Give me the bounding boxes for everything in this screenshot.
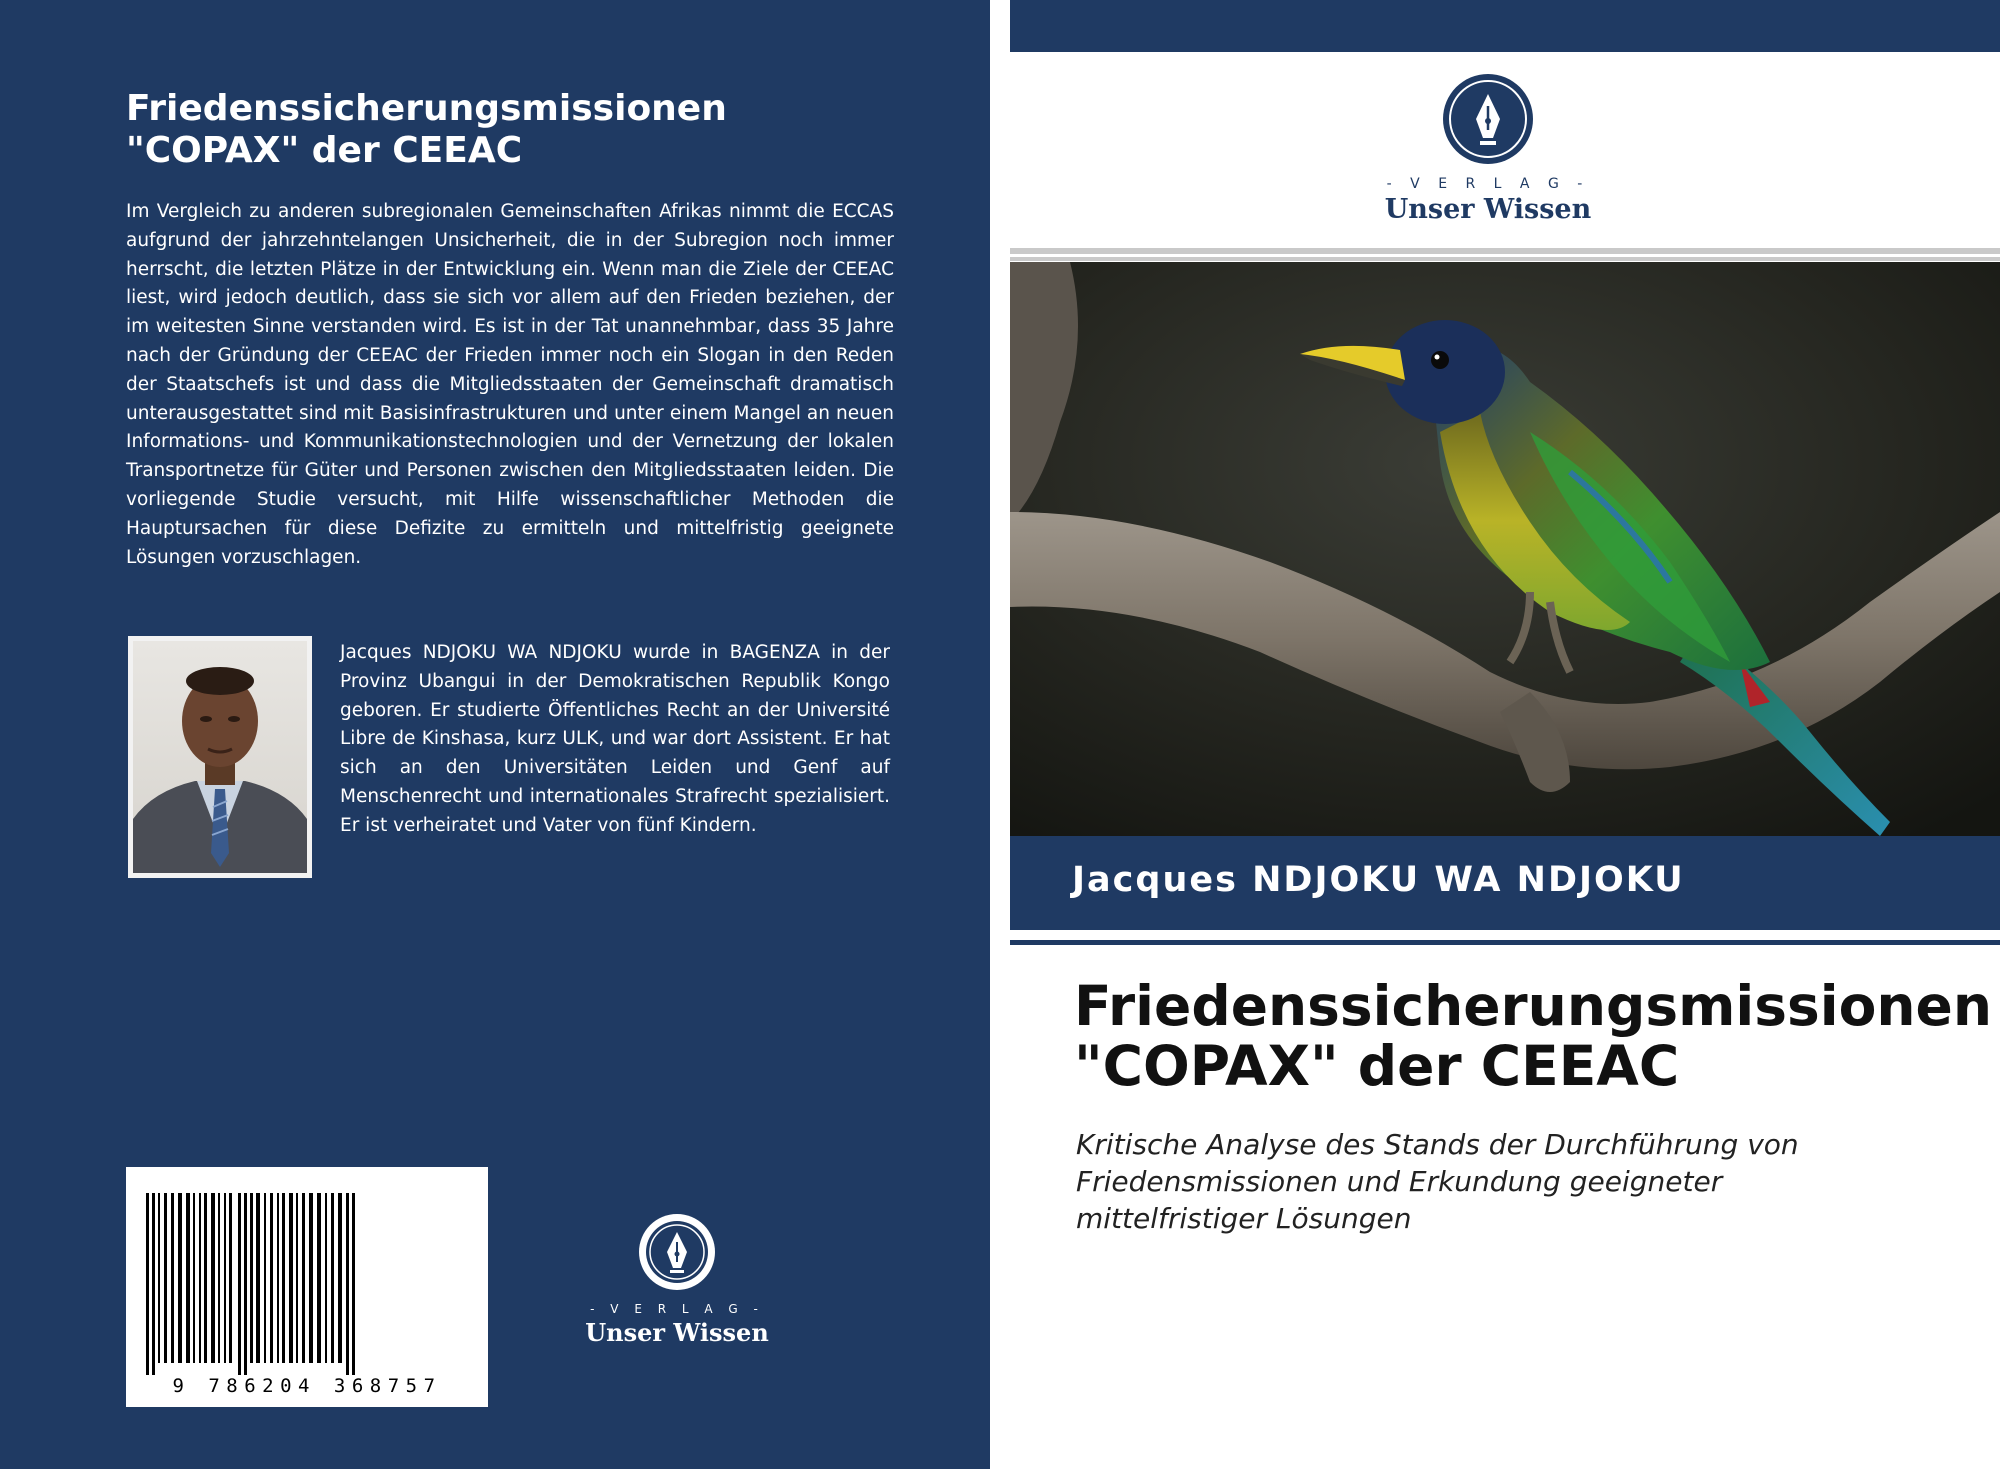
book-blurb: Im Vergleich zu anderen subregionalen Gemeinschaften Afrikas nimmt die ECCAS aufgrund der jahrzehntelangen Unsicherheit, die in der Subregion noch immer herrscht, die letzten Plätze in der Entwicklung ein. Wenn man die Ziele der CEEAC liest, wird jedoch deutlich, dass sie sich vor allem auf den Frieden beziehen, der im weitesten Sinne verstanden wird. Es ist in der Tat unannehmbar, dass 35 Jahre nach der Gründung der CEEAC der Frieden immer noch ein Slogan in den Reden der Staatschefs ist und dass die Mitgliedsstaaten der Gemeinschaft dramatisch unterausgestattet sind mit Basisinfrastrukturen und unter einem Mangel an neuen Informations- und Kommunikationstechnologien und der Vernetzung der lokalen Transportnetze für Güter und Personen zwischen den Mitgliedsstaaten leiden. Die vorliegende Studie versucht, mit Hilfe wissenschaftlicher Methoden die Hauptursachen für diese Defizite zu ermitteln und mittelfristig geeignete Lösungen vorzuschlagen.: [126, 201, 894, 568]
author-portrait-image: [133, 641, 307, 873]
front-divider-top-thin: [1010, 257, 2000, 261]
barcode-bar: [264, 1193, 266, 1363]
barcode-bar: [302, 1193, 305, 1363]
subtitle-line-1: Kritische Analyse des Stands der Durchführung von: [1076, 1128, 1799, 1161]
bird-on-branch-photo: [1010, 262, 2000, 836]
publisher-verlag-label: - V E R L A G -: [1386, 176, 1590, 192]
author-band: [1010, 836, 2000, 930]
barcode-bar: [238, 1193, 241, 1375]
publisher-name: Unser Wissen: [585, 1318, 769, 1347]
barcode-bar: [338, 1193, 342, 1363]
barcode-bar: [250, 1193, 253, 1363]
barcode-bar: [211, 1193, 215, 1363]
barcode-bar: [152, 1193, 155, 1375]
barcode-bar: [244, 1193, 247, 1375]
publisher-name: Unser Wissen: [1384, 194, 1592, 225]
author-name: Jacques NDJOKU WA NDJOKU: [1072, 860, 1685, 900]
barcode-bar: [346, 1193, 349, 1375]
barcode-bar: [270, 1193, 273, 1363]
barcode-bar: [352, 1193, 355, 1375]
front-cover-title: [1074, 976, 2000, 1096]
barcode-bar: [146, 1193, 149, 1375]
barcode-bar: [218, 1193, 220, 1363]
barcode-bar: [158, 1193, 160, 1363]
author-portrait-photo: [128, 636, 312, 878]
barcode-bar: [164, 1193, 167, 1363]
barcode-bar: [224, 1193, 226, 1363]
barcode-bar: [256, 1193, 260, 1363]
barcode-bar: [204, 1193, 207, 1363]
publisher-logo-front: [1368, 72, 1608, 225]
barcode-bar: [277, 1193, 279, 1363]
subtitle-line-3: mittelfristiger Lösungen: [1076, 1202, 1412, 1235]
fountain-pen-nib-emblem-icon: [637, 1212, 717, 1292]
front-cover-subtitle: [1076, 1126, 1916, 1237]
back-cover: [0, 0, 990, 1469]
isbn-barcode: [126, 1167, 488, 1407]
barcode-bar: [186, 1193, 190, 1363]
barcode-bar: [296, 1193, 298, 1363]
front-top-bar: [1010, 0, 2000, 52]
barcode-bar: [309, 1193, 313, 1363]
isbn-digits: 9 786204 368757: [172, 1375, 442, 1397]
barcode-bar: [171, 1193, 174, 1363]
back-cover-title: [126, 88, 906, 172]
barcode-bar: [178, 1193, 182, 1363]
barcode-bar: [193, 1193, 195, 1363]
subtitle-line-2: Friedensmissionen und Erkundung geeigneter: [1076, 1165, 1723, 1198]
barcode-bar: [325, 1193, 327, 1363]
front-title-line-1: Friedenssicherungsmissionen: [1074, 974, 1992, 1038]
back-title-line-2: "COPAX" der CEEAC: [126, 130, 523, 171]
front-divider-top: [1010, 248, 2000, 254]
front-cover: [1010, 0, 2000, 1469]
barcode-bar: [199, 1193, 201, 1363]
front-title-line-2: "COPAX" der CEEAC: [1074, 1034, 1680, 1098]
barcode-bars: [126, 1167, 488, 1407]
barcode-bar: [289, 1193, 293, 1363]
spine-gap: [990, 0, 1010, 1469]
author-bio: Jacques NDJOKU WA NDJOKU wurde in BAGENZA in der Provinz Ubangui in der Demokratischen Republik Kongo geboren. Er studierte Öffentliches Recht an der Université Libre de Kinshasa, kurz ULK, und war dort Assistent. Er hat sich an den Universitäten Leiden und Genf auf Menschenrecht und internationales Strafrecht spezialisiert. Er ist verheiratet und Vater von fünf Kindern.: [340, 642, 890, 836]
back-title-line-1: Friedenssicherungsmissionen: [126, 88, 727, 129]
barcode-bar: [229, 1193, 232, 1363]
barcode-bar: [317, 1193, 321, 1363]
barcode-bar: [282, 1193, 285, 1363]
publisher-verlag-label: - V E R L A G -: [590, 1302, 764, 1316]
publisher-logo-back: [584, 1212, 770, 1347]
barcode-bar: [331, 1193, 334, 1363]
fountain-pen-nib-emblem-icon: [1441, 72, 1535, 166]
front-divider-bottom: [1010, 940, 2000, 945]
